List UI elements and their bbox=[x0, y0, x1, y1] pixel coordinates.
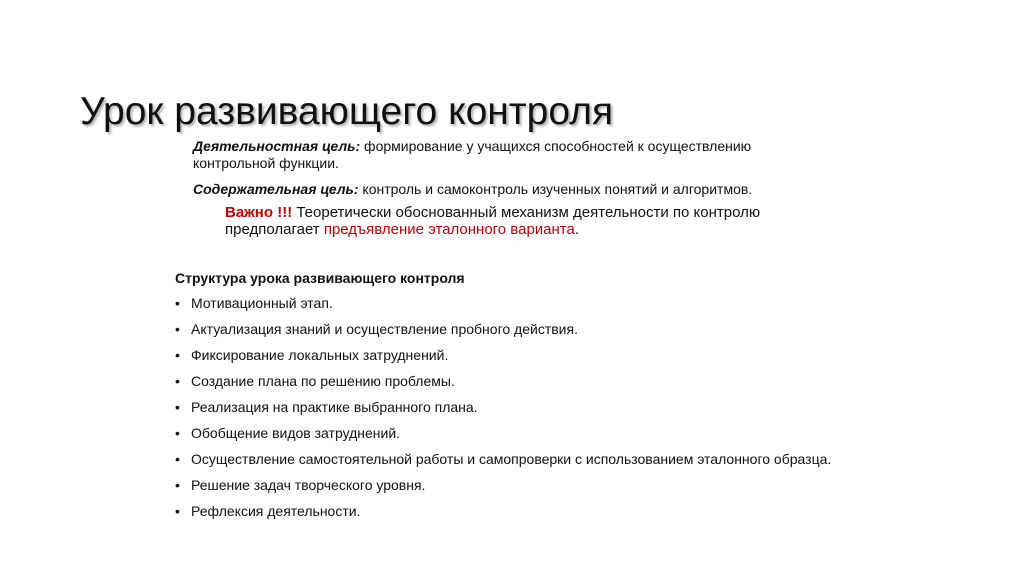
activity-goal bbox=[193, 138, 833, 172]
important-highlight: предъявление эталонного варианта bbox=[323, 221, 575, 238]
goals-block bbox=[193, 138, 833, 247]
content-goal bbox=[193, 181, 833, 198]
structure-heading: Структура урока развивающего контроля bbox=[175, 270, 465, 286]
list-item-text: Осуществление самостоятельной работы и самопроверки с использованием эталонного образца. bbox=[191, 451, 832, 467]
list-item-text: Актуализация знаний и осуществление пробного действия. bbox=[191, 321, 578, 337]
bullet-dot-icon: • bbox=[175, 321, 180, 337]
content-goal-text: контроль и самоконтроль изученных понятий и алгоритмов. bbox=[358, 181, 753, 197]
bullet-dot-icon: • bbox=[175, 347, 180, 363]
important-note bbox=[225, 204, 833, 238]
activity-goal-label: Деятельностная цель: bbox=[193, 138, 361, 154]
bullet-dot-icon: • bbox=[175, 503, 180, 519]
list-item bbox=[175, 295, 855, 312]
list-item bbox=[175, 373, 855, 390]
list-item bbox=[175, 321, 855, 338]
list-item-text: Решение задач творческого уровня. bbox=[191, 477, 426, 493]
bullet-dot-icon: • bbox=[175, 295, 180, 311]
list-item bbox=[175, 347, 855, 364]
content-goal-label: Содержательная цель: bbox=[193, 181, 359, 197]
list-item-text: Обобщение видов затруднений. bbox=[191, 425, 401, 441]
bullet-dot-icon: • bbox=[175, 477, 180, 493]
important-text-before: Теоретически обоснованный механизм деятельности по контролю предполагает bbox=[225, 204, 761, 238]
bullet-dot-icon: • bbox=[175, 399, 180, 415]
list-item-text: Мотивационный этап. bbox=[191, 295, 333, 311]
important-text-after: . bbox=[574, 221, 580, 238]
bullet-dot-icon: • bbox=[175, 373, 180, 389]
important-label: Важно !!! bbox=[225, 204, 293, 221]
activity-goal-text: формирование у учащихся способностей к осуществлению контрольной функции. bbox=[193, 138, 752, 171]
bullet-dot-icon: • bbox=[175, 451, 180, 467]
list-item-text: Создание плана по решению проблемы. bbox=[191, 373, 455, 389]
structure-list bbox=[175, 295, 855, 520]
list-item-text: Фиксирование локальных затруднений. bbox=[191, 347, 449, 363]
list-item-text: Рефлексия деятельности. bbox=[191, 503, 361, 519]
list-item bbox=[175, 477, 855, 494]
list-item bbox=[175, 425, 855, 442]
list-item bbox=[175, 451, 855, 468]
slide-title: Урок развивающего контроля bbox=[80, 90, 614, 134]
bullet-dot-icon: • bbox=[175, 425, 180, 441]
list-item bbox=[175, 399, 855, 416]
list-item bbox=[175, 503, 855, 520]
structure-block bbox=[175, 270, 855, 529]
list-item-text: Реализация на практике выбранного плана. bbox=[191, 399, 478, 415]
